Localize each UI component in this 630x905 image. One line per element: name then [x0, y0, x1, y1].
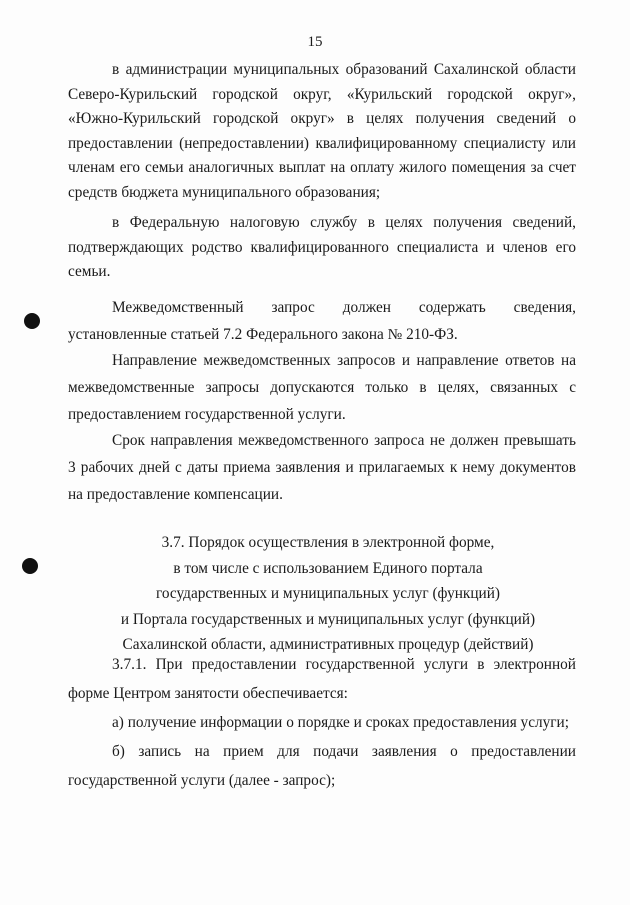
punch-hole: [24, 313, 40, 329]
paragraph: а) получение информации о порядке и сроках предоставления услуги;: [112, 714, 569, 731]
heading-line: государственных и муниципальных услуг (функций): [155, 585, 501, 602]
body-text-lower: [68, 650, 576, 795]
heading-line: и Портала государственных и муниципальных услуг (функций): [120, 610, 536, 628]
heading-line: в том числе с использованием Единого портала: [173, 559, 483, 577]
paragraph: в Федеральную налоговую службу в целях получения сведений, подтверждающих родство квалифицированного специалиста и членов его семьи.: [68, 214, 576, 280]
punch-hole: [22, 558, 38, 574]
body-text-upper: [68, 58, 576, 285]
paragraph: 3.7.1. При предоставлении государственной услуги в электронной форме Центром занятости обеспечивается:: [68, 656, 576, 702]
paragraph: Межведомственный запрос должен содержать сведения, установленные статьей 7.2 Федерального закона № 210-ФЗ.: [68, 299, 576, 343]
body-text-middle: [68, 294, 576, 508]
heading-line: 3.7. Порядок осуществления в электронной форме,: [161, 534, 495, 551]
paragraph: в администрации муниципальных образований Сахалинской области Северо-Курильский городской округ, «Курильский городской округ», «Южно-Курильский городской округ» в целях получения сведений о предоставлении (непредоставлении) квалифицированному специалисту или членам его семьи аналогичных выплат на оплату жилого помещения за счет средств бюджета муниципального образования;: [68, 61, 576, 201]
paragraph: Направление межведомственных запросов и направление ответов на межведомственные запросы допускаются только в целях, связанных с предоставлением государственной услуги.: [68, 352, 576, 423]
paragraph: б) запись на прием для подачи заявления о предоставлении государственной услуги (далее - запрос);: [68, 743, 576, 789]
page-number: 15: [307, 34, 323, 50]
section-heading: [68, 530, 588, 658]
paragraph: Срок направления межведомственного запроса не должен превышать 3 рабочих дней с даты приема заявления и прилагаемых к нему документов на предоставление компенсации.: [68, 432, 576, 503]
heading-line: Сахалинской области, административных процедур (действий): [122, 636, 534, 653]
